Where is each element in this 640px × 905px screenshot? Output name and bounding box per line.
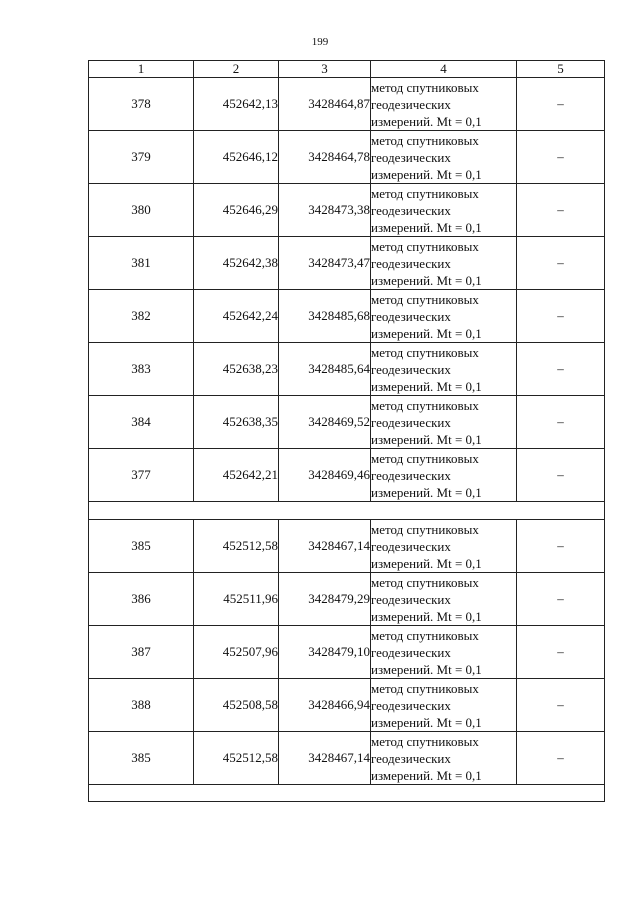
coordinates-table — [88, 60, 605, 802]
point-number-cell: 377 — [89, 449, 194, 502]
table-row — [89, 449, 605, 502]
method-cell — [371, 343, 517, 396]
method-text-line: метод спутниковых — [371, 79, 479, 95]
column-header-2: 2 — [194, 61, 279, 78]
method-text-line: геодезических — [371, 202, 451, 218]
page-number: 199 — [311, 36, 329, 48]
column-5-cell: – — [517, 184, 605, 237]
column-5-cell: – — [517, 237, 605, 290]
column-5-cell: – — [517, 290, 605, 343]
coordinate-y-cell: 3428464,78 — [279, 131, 371, 184]
separator-cell — [89, 785, 605, 802]
coordinate-x-cell: 452646,12 — [194, 131, 279, 184]
group-separator-row — [89, 785, 605, 802]
table-body — [89, 78, 605, 802]
table-row — [89, 520, 605, 573]
method-text-line: измерений. Mt = 0,1 — [371, 219, 482, 235]
method-text-line: геодезических — [371, 255, 451, 271]
method-cell — [371, 290, 517, 343]
method-text-line: измерений. Mt = 0,1 — [371, 661, 482, 677]
column-5-cell: – — [517, 732, 605, 785]
table-row — [89, 573, 605, 626]
method-text-line: метод спутниковых — [371, 291, 479, 307]
method-text-line: измерений. Mt = 0,1 — [371, 714, 482, 730]
table-row — [89, 732, 605, 785]
point-number-cell: 378 — [89, 78, 194, 131]
coordinate-y-cell: 3428469,46 — [279, 449, 371, 502]
table-row — [89, 290, 605, 343]
point-number-cell: 381 — [89, 237, 194, 290]
method-text-line: геодезических — [371, 96, 451, 112]
table-row — [89, 184, 605, 237]
column-5-cell: – — [517, 78, 605, 131]
column-header-4: 4 — [371, 61, 517, 78]
method-text-line: измерений. Mt = 0,1 — [371, 325, 482, 341]
method-text-line: геодезических — [371, 591, 451, 607]
point-number-cell: 388 — [89, 679, 194, 732]
coordinate-y-cell: 3428485,64 — [279, 343, 371, 396]
method-text-line: геодезических — [371, 308, 451, 324]
column-5-cell: – — [517, 343, 605, 396]
coordinate-y-cell: 3428464,87 — [279, 78, 371, 131]
method-text-line: измерений. Mt = 0,1 — [371, 166, 482, 182]
coordinate-y-cell: 3428469,52 — [279, 396, 371, 449]
method-text-line: геодезических — [371, 538, 451, 554]
point-number-cell: 386 — [89, 573, 194, 626]
column-5-cell: – — [517, 520, 605, 573]
column-5-cell: – — [517, 396, 605, 449]
coordinate-x-cell: 452511,96 — [194, 573, 279, 626]
point-number-cell: 387 — [89, 626, 194, 679]
coordinate-x-cell: 452638,35 — [194, 396, 279, 449]
method-text-line: геодезических — [371, 697, 451, 713]
method-text-line: метод спутниковых — [371, 521, 479, 537]
table-header — [89, 61, 605, 78]
coordinate-x-cell: 452642,21 — [194, 449, 279, 502]
method-cell — [371, 520, 517, 573]
coordinate-x-cell: 452646,29 — [194, 184, 279, 237]
method-text-line: геодезических — [371, 750, 451, 766]
table-row — [89, 343, 605, 396]
coordinate-x-cell: 452642,24 — [194, 290, 279, 343]
method-text-line: измерений. Mt = 0,1 — [371, 431, 482, 447]
method-cell — [371, 449, 517, 502]
method-text-line: измерений. Mt = 0,1 — [371, 555, 482, 571]
column-5-cell: – — [517, 679, 605, 732]
column-5-cell: – — [517, 573, 605, 626]
coordinate-x-cell: 452642,13 — [194, 78, 279, 131]
method-text-line: измерений. Mt = 0,1 — [371, 767, 482, 783]
column-5-cell: – — [517, 131, 605, 184]
method-text-line: геодезических — [371, 644, 451, 660]
coordinate-y-cell: 3428467,14 — [279, 732, 371, 785]
method-text-line: измерений. Mt = 0,1 — [371, 113, 482, 129]
point-number-cell: 382 — [89, 290, 194, 343]
table-row — [89, 396, 605, 449]
coordinate-x-cell: 452642,38 — [194, 237, 279, 290]
method-text-line: геодезических — [371, 467, 451, 483]
coordinate-y-cell: 3428467,14 — [279, 520, 371, 573]
method-cell — [371, 573, 517, 626]
point-number-cell: 385 — [89, 520, 194, 573]
method-text-line: измерений. Mt = 0,1 — [371, 378, 482, 394]
column-header-1: 1 — [89, 61, 194, 78]
coordinate-y-cell: 3428479,10 — [279, 626, 371, 679]
method-cell — [371, 626, 517, 679]
point-number-cell: 383 — [89, 343, 194, 396]
method-text-line: метод спутниковых — [371, 344, 479, 360]
method-cell — [371, 131, 517, 184]
method-text-line: измерений. Mt = 0,1 — [371, 272, 482, 288]
column-5-cell: – — [517, 626, 605, 679]
coordinate-x-cell: 452512,58 — [194, 732, 279, 785]
method-text-line: измерений. Mt = 0,1 — [371, 484, 482, 500]
method-text-line: метод спутниковых — [371, 132, 479, 148]
coordinate-y-cell: 3428479,29 — [279, 573, 371, 626]
coordinate-x-cell: 452638,23 — [194, 343, 279, 396]
method-text-line: метод спутниковых — [371, 627, 479, 643]
column-5-cell: – — [517, 449, 605, 502]
point-number-cell: 379 — [89, 131, 194, 184]
method-text-line: метод спутниковых — [371, 680, 479, 696]
method-text-line: метод спутниковых — [371, 574, 479, 590]
coordinate-x-cell: 452508,58 — [194, 679, 279, 732]
method-text-line: метод спутниковых — [371, 238, 479, 254]
coordinate-y-cell: 3428466,94 — [279, 679, 371, 732]
group-separator-row — [89, 502, 605, 520]
method-text-line: геодезических — [371, 414, 451, 430]
coordinate-y-cell: 3428485,68 — [279, 290, 371, 343]
table-row — [89, 626, 605, 679]
table-row — [89, 679, 605, 732]
method-cell — [371, 732, 517, 785]
method-cell — [371, 78, 517, 131]
coordinate-y-cell: 3428473,38 — [279, 184, 371, 237]
method-cell — [371, 237, 517, 290]
method-text-line: метод спутниковых — [371, 397, 479, 413]
coordinate-x-cell: 452512,58 — [194, 520, 279, 573]
method-text-line: геодезических — [371, 149, 451, 165]
point-number-cell: 385 — [89, 732, 194, 785]
method-text-line: метод спутниковых — [371, 185, 479, 201]
method-cell — [371, 184, 517, 237]
method-cell — [371, 396, 517, 449]
method-cell — [371, 679, 517, 732]
column-header-5: 5 — [517, 61, 605, 78]
method-text-line: измерений. Mt = 0,1 — [371, 608, 482, 624]
method-text-line: метод спутниковых — [371, 450, 479, 466]
method-text-line: геодезических — [371, 361, 451, 377]
separator-cell — [89, 502, 605, 520]
method-text-line: метод спутниковых — [371, 733, 479, 749]
table-row — [89, 131, 605, 184]
point-number-cell: 380 — [89, 184, 194, 237]
table-row — [89, 237, 605, 290]
coordinate-x-cell: 452507,96 — [194, 626, 279, 679]
header-row — [89, 61, 605, 78]
column-header-3: 3 — [279, 61, 371, 78]
coordinate-y-cell: 3428473,47 — [279, 237, 371, 290]
table-row — [89, 78, 605, 131]
point-number-cell: 384 — [89, 396, 194, 449]
